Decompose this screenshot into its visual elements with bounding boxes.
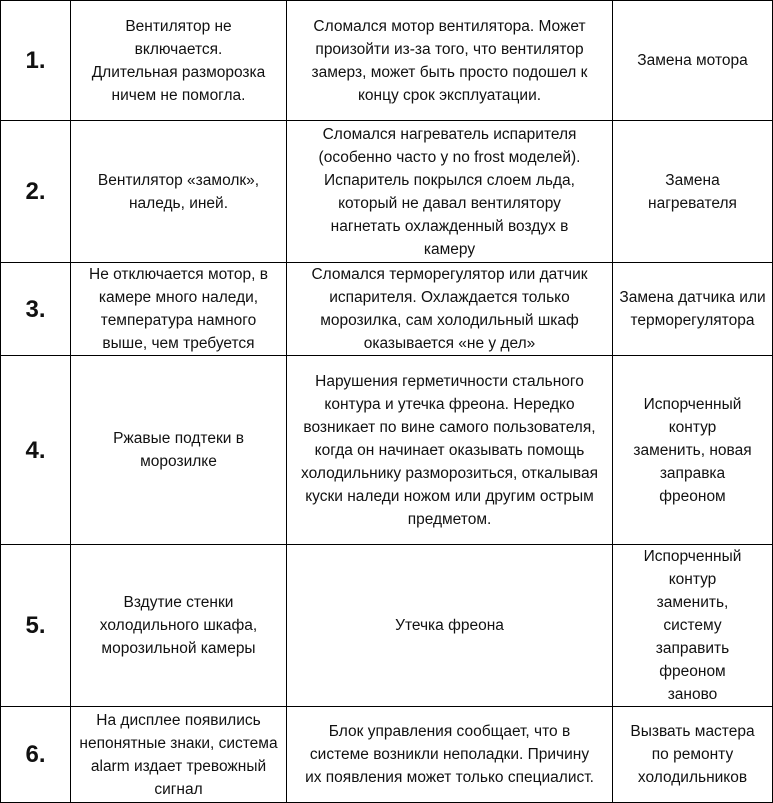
cause-cell: Блок управления сообщает, что в системе возникли неполадки. Причину их появления может только специалист. — [287, 707, 613, 803]
solution-cell: Замена мотора — [613, 1, 773, 121]
symptom-cell: Ржавые подтеки в морозилке — [71, 356, 287, 545]
solution-cell: Замена датчика или терморегулятора — [613, 263, 773, 356]
row-number: 6. — [1, 707, 71, 803]
cause-cell: Сломался терморегулятор или датчик испарителя. Охлаждается только морозилка, сам холодильный шкаф оказывается «не у дел» — [287, 263, 613, 356]
table-row — [1, 545, 773, 707]
table-row — [1, 263, 773, 356]
cause-cell: Сломался мотор вентилятора. Может произойти из-за того, что вентилятор замерз, может быть просто подошел к концу срок эксплуатации. — [287, 1, 613, 121]
symptom-cell: Не отключается мотор, в камере много наледи, температура намного выше, чем требуется — [71, 263, 287, 356]
row-number: 2. — [1, 121, 71, 263]
cause-cell: Сломался нагреватель испарителя (особенно часто у no frost моделей). Испаритель покрылся слоем льда, который не давал вентилятору нагнетать охлажденный воздух в камеру — [287, 121, 613, 263]
symptom-cell: Вентилятор не включается. Длительная разморозка ничем не помогла. — [71, 1, 287, 121]
solution-cell: Испорченный контур заменить, новая заправка фреоном — [613, 356, 773, 545]
symptom-cell: Вентилятор «замолк», наледь, иней. — [71, 121, 287, 263]
table-row — [1, 356, 773, 545]
row-number: 3. — [1, 263, 71, 356]
table-row — [1, 121, 773, 263]
table-row — [1, 707, 773, 803]
symptom-cell: На дисплее появились непонятные знаки, система alarm издает тревожный сигнал — [71, 707, 287, 803]
solution-cell: Испорченный контур заменить, систему заправить фреоном заново — [613, 545, 773, 707]
solution-cell: Замена нагревателя — [613, 121, 773, 263]
row-number: 1. — [1, 1, 71, 121]
row-number: 5. — [1, 545, 71, 707]
table-row — [1, 1, 773, 121]
solution-cell: Вызвать мастера по ремонту холодильников — [613, 707, 773, 803]
cause-cell: Утечка фреона — [287, 545, 613, 707]
cause-cell: Нарушения герметичности стального контура и утечка фреона. Нередко возникает по вине самого пользователя, когда он начинает оказывать помощь холодильнику разморозиться, откалывая куски наледи ножом или другим острым предметом. — [287, 356, 613, 545]
row-number: 4. — [1, 356, 71, 545]
symptom-cell: Вздутие стенки холодильного шкафа, морозильной камеры — [71, 545, 287, 707]
